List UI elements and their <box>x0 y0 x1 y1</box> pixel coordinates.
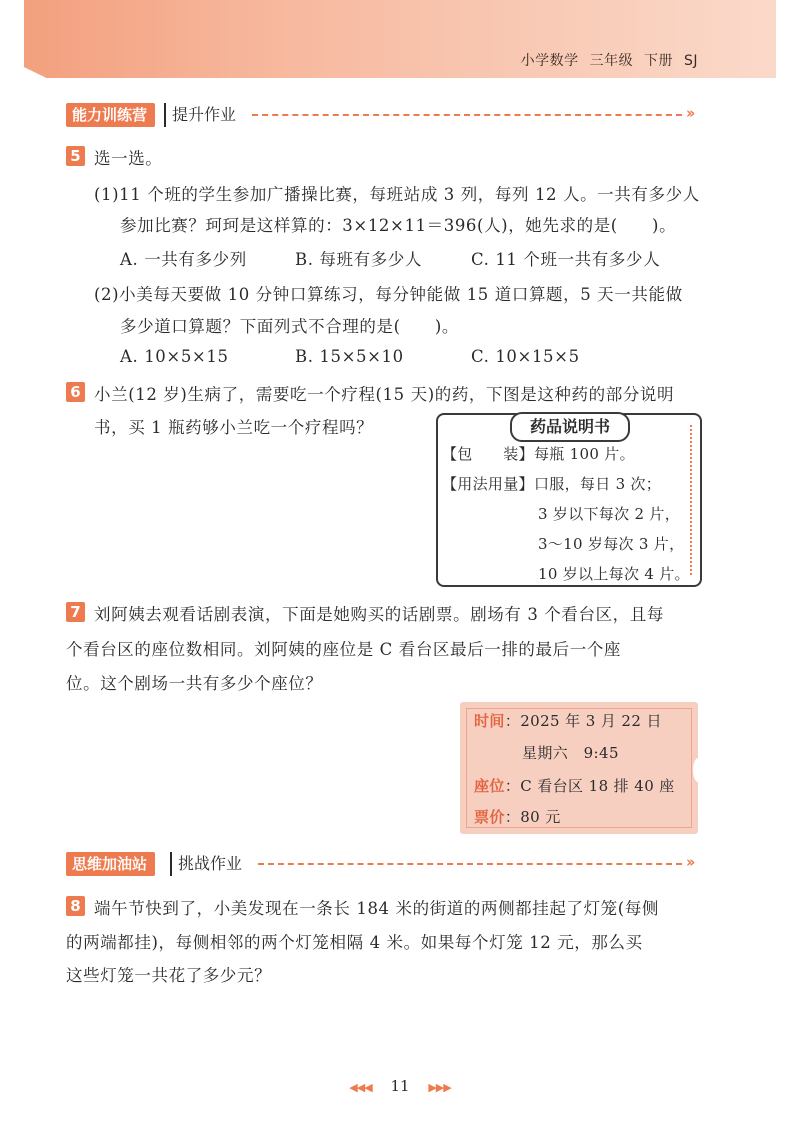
right-arrows-icon: ▶▶▶ <box>428 1081 451 1094</box>
page-footer <box>330 1077 470 1095</box>
problem-5-q2-line2: 多少道口算题？下面列式不合理的是( )。 <box>120 317 459 336</box>
usage-line: 口服，每日 3 次； <box>534 475 662 493</box>
double-chevron-icon: ›› <box>686 853 693 871</box>
option-a: A. 10×5×15 <box>120 347 229 366</box>
usage-label: 【用法用量】 <box>442 475 534 493</box>
ticket-time-value: ：2025 年 3 月 22 日 <box>504 712 662 730</box>
dashed-divider <box>252 114 682 116</box>
problem-number-8: 8 <box>66 896 85 916</box>
problem-5-q2-line1: (2)小美每天要做 10 分钟口算练习，每分钟能做 15 道口算题，5 天一共能做 <box>94 285 683 304</box>
option-c: C. 10×15×5 <box>471 347 580 366</box>
header-info <box>521 50 698 70</box>
ticket-time-label: 时间 <box>474 712 505 730</box>
problem-8-line1: 端午节快到了，小美发现在一条长 184 米的街道的两侧都挂起了灯笼(每侧 <box>94 899 660 918</box>
header-edition: SJ <box>683 53 698 69</box>
card-title: 药品说明书 <box>510 412 630 442</box>
ticket-notch <box>693 758 703 782</box>
section-subtitle: 提升作业 <box>164 103 242 127</box>
problem-7-line1: 刘阿姨去观看话剧表演，下面是她购买的话剧票。剧场有 3 个看台区，且每 <box>94 605 664 624</box>
problem-number-6: 6 <box>66 382 85 402</box>
medicine-instruction-card <box>436 413 702 587</box>
problem-7-line3: 位。这个剧场一共有多少个座位？ <box>66 674 323 693</box>
page-number: 11 <box>390 1077 410 1095</box>
left-arrows-icon: ◀◀◀ <box>349 1081 372 1094</box>
problem-number-7: 7 <box>66 602 85 622</box>
header-grade: 三年级 <box>589 53 634 69</box>
problem-7-line2: 个看台区的座位数相同。刘阿姨的座位是 C 看台区最后一排的最后一个座 <box>66 640 622 659</box>
dashed-divider <box>258 863 682 865</box>
ticket-seat-label: 座位 <box>474 777 505 795</box>
usage-line: 10 岁以上每次 4 片。 <box>538 565 690 583</box>
pack-label: 【包 装】 <box>442 445 534 463</box>
option-b: B. 15×5×10 <box>295 347 404 366</box>
header-subject: 小学数学 <box>520 53 579 69</box>
usage-line: 3～10 岁每次 3 片， <box>538 535 685 553</box>
ticket-time-value2: 星期六 9:45 <box>522 744 619 762</box>
pack-value: 每瓶 100 片。 <box>534 445 635 463</box>
usage-line: 3 岁以下每次 2 片， <box>538 505 680 523</box>
option-c: C. 11 个班一共有多少人 <box>471 250 661 269</box>
section-subtitle: 挑战作业 <box>170 852 248 876</box>
section-badge: 思维加油站 <box>66 852 155 876</box>
ticket-seat-value: ：C 看台区 18 排 40 座 <box>504 777 675 795</box>
dotted-border-decoration <box>690 425 698 575</box>
option-a: A. 一共有多少列 <box>120 250 247 269</box>
problem-8-line3: 这些灯笼一共花了多少元？ <box>66 966 272 985</box>
problem-6-line1: 小兰(12 岁)生病了，需要吃一个疗程(15 天)的药，下图是这种药的部分说明 <box>94 385 675 404</box>
option-b: B. 每班有多少人 <box>295 250 423 269</box>
section-header-challenge <box>66 852 706 876</box>
section-header-training <box>66 103 706 127</box>
header-term: 下册 <box>644 53 674 69</box>
ticket-price-label: 票价 <box>474 808 505 826</box>
problem-number-5: 5 <box>66 146 85 166</box>
problem-6-line2: 书，买 1 瓶药够小兰吃一个疗程吗？ <box>94 418 374 437</box>
problem-8-line2: 的两端都挂)，每侧相邻的两个灯笼相隔 4 米。如果每个灯笼 12 元，那么买 <box>66 933 643 952</box>
ticket-price-value: ：80 元 <box>504 808 561 826</box>
problem-5-title: 选一选。 <box>94 149 163 168</box>
double-chevron-icon: ›› <box>686 104 693 122</box>
problem-5-q1-line1: (1)11 个班的学生参加广播操比赛，每班站成 3 列，每列 12 人。一共有多少人 <box>94 185 700 204</box>
section-badge: 能力训练营 <box>66 103 155 127</box>
drama-ticket <box>460 702 698 834</box>
problem-5-q1-line2: 参加比赛？珂珂是这样算的：3×12×11＝396(人)，她先求的是( )。 <box>120 216 677 235</box>
